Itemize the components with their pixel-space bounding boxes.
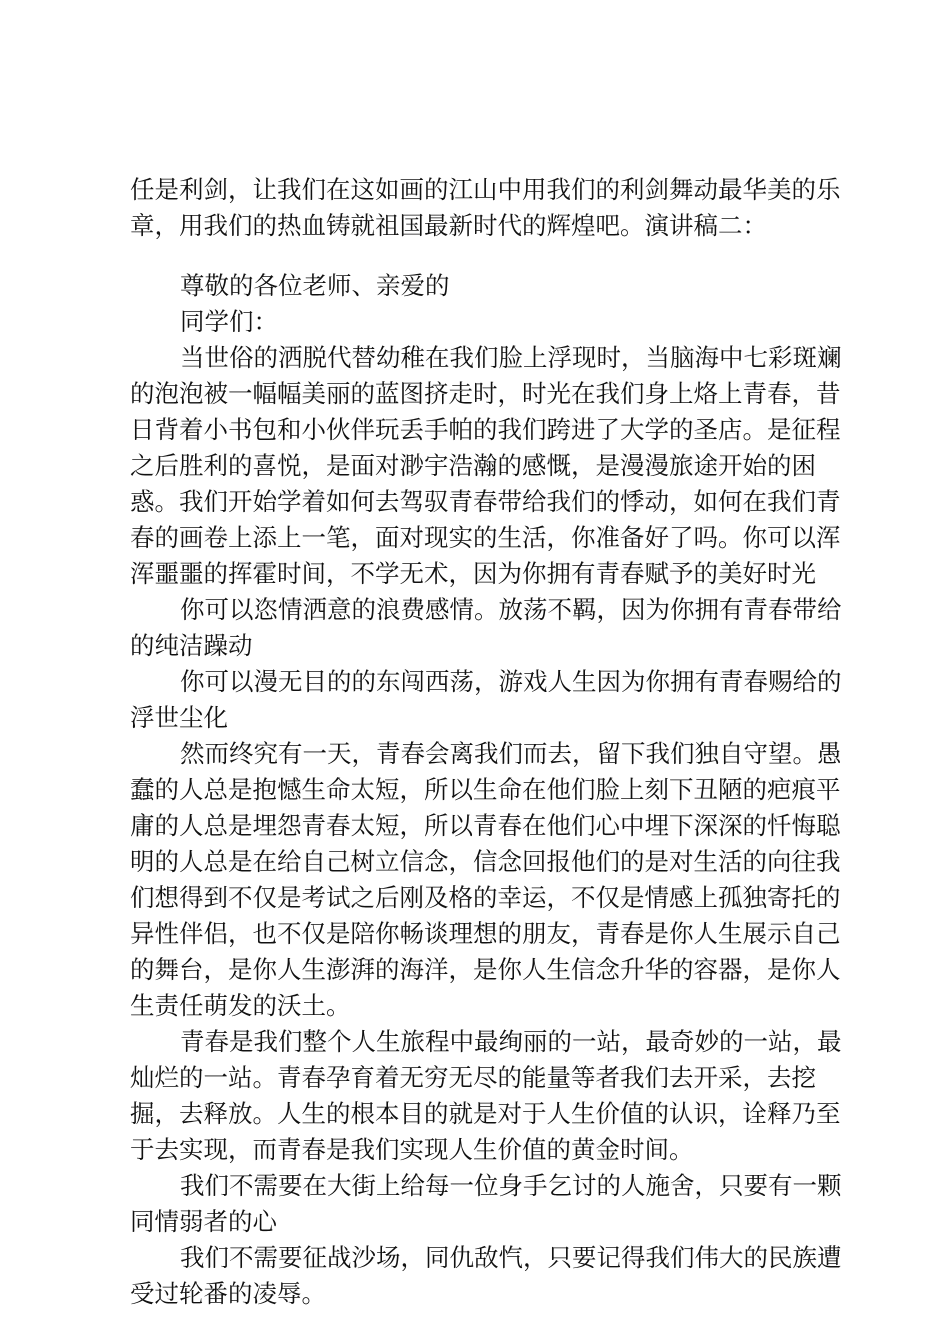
- paragraph: 你可以恣情洒意的浪费感情。放荡不羁，因为你拥有青春带给的纯洁躁动: [130, 595, 842, 660]
- salutation-line-1: 尊敬的各位老师、亲爱的: [180, 271, 450, 300]
- paragraph: 我们不需要在大街上给每一位身手乞讨的人施舍，只要有一颗同情弱者的心: [130, 1171, 842, 1236]
- paragraph: 你可以漫无目的的东闯西荡，游戏人生因为你拥有青春赐给的浮世尘化: [130, 667, 842, 732]
- paragraph: 我们不需要征战沙场，同仇敌忾，只要记得我们伟大的民族遭受过轮番的凌辱。: [130, 1243, 842, 1308]
- paragraph: 然而终究有一天，青春会离我们而去，留下我们独自守望。愚蠢的人总是抱憾生命太短，所以生命在他们脸上刻下丑陋的疤痕平庸的人总是埋怨青春太短，所以青春在他们心中埋下深深的忏悔聪明的人总是在给自己树立信念，信念回报他们的是对生活的向往我们想得到不仅是考试之后刚及格的幸运，不仅是情感上孤独寄托的异性伴侣，也不仅是陪你畅谈理想的朋友，青春是你人生展示自己的舞台，是你人生澎湃的海洋，是你人生信念升华的容器，是你人生责任萌发的沃土。: [130, 739, 842, 1020]
- salutation-line-2: 同学们：: [180, 307, 278, 336]
- paragraph-gap: [130, 244, 850, 268]
- paragraph-continuation: 任是利剑，让我们在这如画的江山中用我们的利剑舞动最华美的乐章，用我们的热血铸就祖国最新时代的辉煌吧。演讲稿二：: [130, 175, 841, 240]
- paragraph: 当世俗的洒脱代替幼稚在我们脸上浮现时，当脑海中七彩斑斓的泡泡被一幅幅美丽的蓝图挤走时，时光在我们身上烙上青春，昔日背着小书包和小伙伴玩丢手帕的我们跨进了大学的圣店。是征程之后胜利的喜悦，是面对渺宇浩瀚的感慨，是漫漫旅途开始的困惑。我们开始学着如何去驾驭青春带给我们的悸动，如何在我们青春的画卷上添上一笔，面对现实的生活，你准备好了吗。你可以浑浑噩噩的挥霍时间，不学无术，因为你拥有青春赋予的美好时光: [130, 343, 842, 588]
- document-body: [130, 172, 850, 1312]
- paragraph: 青春是我们整个人生旅程中最绚丽的一站，最奇妙的一站，最灿烂的一站。青春孕育着无穷无尽的能量等者我们去开采，去挖掘，去释放。人生的根本目的就是对于人生价值的认识，诠释乃至于去实现，而青春是我们实现人生价值的黄金时间。: [130, 1027, 842, 1164]
